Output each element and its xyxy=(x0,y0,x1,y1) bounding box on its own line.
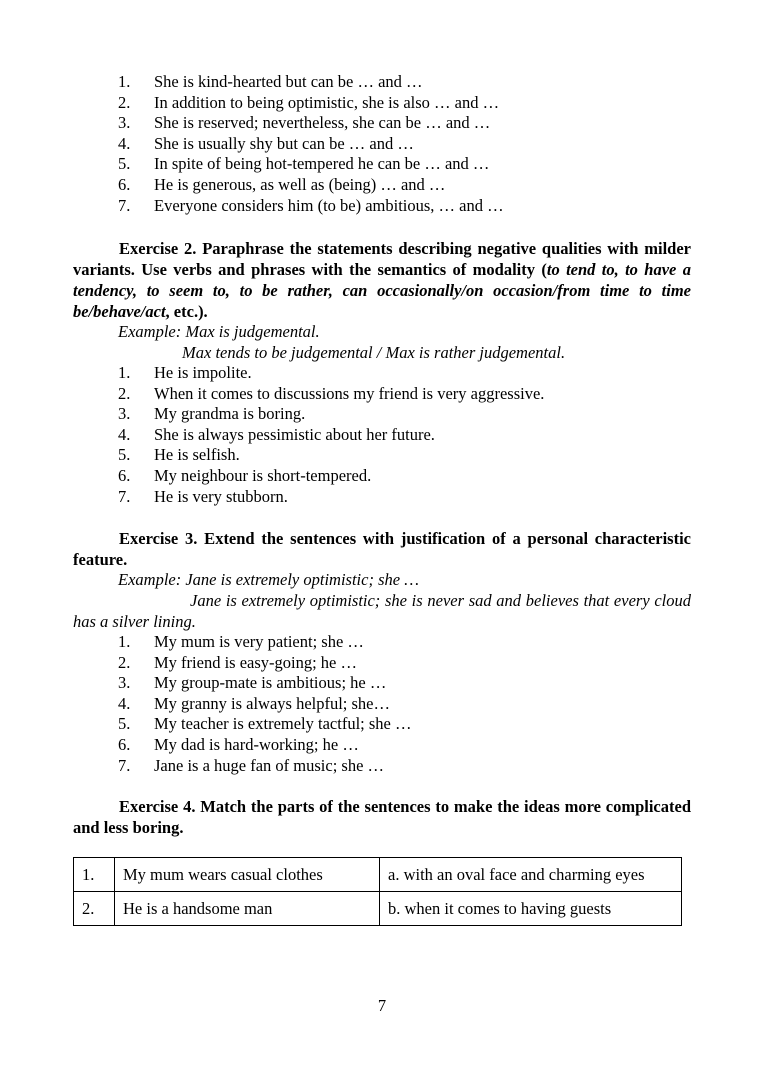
list-item: 7. He is very stubborn. xyxy=(118,486,288,506)
exercise-3-example-answer: Jane is extremely optimistic; she is never sad and believes that every cloud has a silver lining. xyxy=(73,591,691,631)
exercise-2-heading: Exercise 2. Paraphrase the statements describing negative qualities with milder variants. Use verbs and phrases with the semantics of modality (to tend to, to have a tendency, to seem to, to be rather, can occasionally/on occasion/from time to time be/behave/act, etc.). xyxy=(73,239,691,321)
list-item: 1. She is kind-hearted but can be … and … xyxy=(118,72,423,91)
list-item: 2. When it comes to discussions my friend is very aggressive. xyxy=(118,383,545,403)
list-item: 6. My neighbour is short-tempered. xyxy=(118,465,372,485)
list-item: 2. My friend is easy-going; he … xyxy=(118,652,358,672)
list-item: 4. She is always pessimistic about her future. xyxy=(118,424,435,444)
list-item: 5. In spite of being hot-tempered he can be … and … xyxy=(118,154,490,174)
exercise-3-list xyxy=(118,632,412,776)
list-item: 4. She is usually shy but can be … and … xyxy=(118,133,414,153)
list-item: 6. He is generous, as well as (being) … and … xyxy=(118,174,446,194)
exercise-2-example-answer: Max tends to be judgemental / Max is rather judgemental. xyxy=(182,343,566,362)
list-item: 7. Jane is a huge fan of music; she … xyxy=(118,755,385,775)
list-item: 1. He is impolite. xyxy=(118,363,252,382)
table-row xyxy=(74,858,682,892)
list-item: 6. My dad is hard-working; he … xyxy=(118,734,359,754)
list-item: 7. Everyone considers him (to be) ambitious, … and … xyxy=(118,195,504,215)
list-item: 2. In addition to being optimistic, she is also … and … xyxy=(118,92,500,112)
exercise-1-list xyxy=(118,72,504,216)
list-item: 3. My grandma is boring. xyxy=(118,404,306,424)
sentence-ending: a. with an oval face and charming eyes xyxy=(380,858,682,892)
list-item: 5. My teacher is extremely tactful; she … xyxy=(118,714,412,734)
exercise-4-heading: Exercise 4. Match the parts of the sentences to make the ideas more complicated and less boring. xyxy=(73,797,691,837)
page-number: 7 xyxy=(377,996,387,1015)
exercise-3-example: Example: Jane is extremely optimistic; she … xyxy=(118,570,419,589)
exercise-2-example: Example: Max is judgemental. xyxy=(118,322,320,341)
sentence-start: He is a handsome man xyxy=(115,892,380,926)
list-item: 5. He is selfish. xyxy=(118,445,240,465)
list-item: 3. My group-mate is ambitious; he … xyxy=(118,673,387,693)
table-row xyxy=(74,892,682,926)
exercise-3-heading: Exercise 3. Extend the sentences with justification of a personal characteristic feature. xyxy=(73,529,691,569)
sentence-start: My mum wears casual clothes xyxy=(115,858,380,892)
row-number: 2. xyxy=(74,892,115,926)
matching-table xyxy=(73,857,682,926)
list-item: 4. My granny is always helpful; she… xyxy=(118,693,391,713)
list-item: 3. She is reserved; nevertheless, she can be … and … xyxy=(118,113,491,133)
list-item: 1. My mum is very patient; she … xyxy=(118,632,364,651)
sentence-ending: b. when it comes to having guests xyxy=(380,892,682,926)
row-number: 1. xyxy=(74,858,115,892)
exercise-2-list xyxy=(118,363,544,507)
